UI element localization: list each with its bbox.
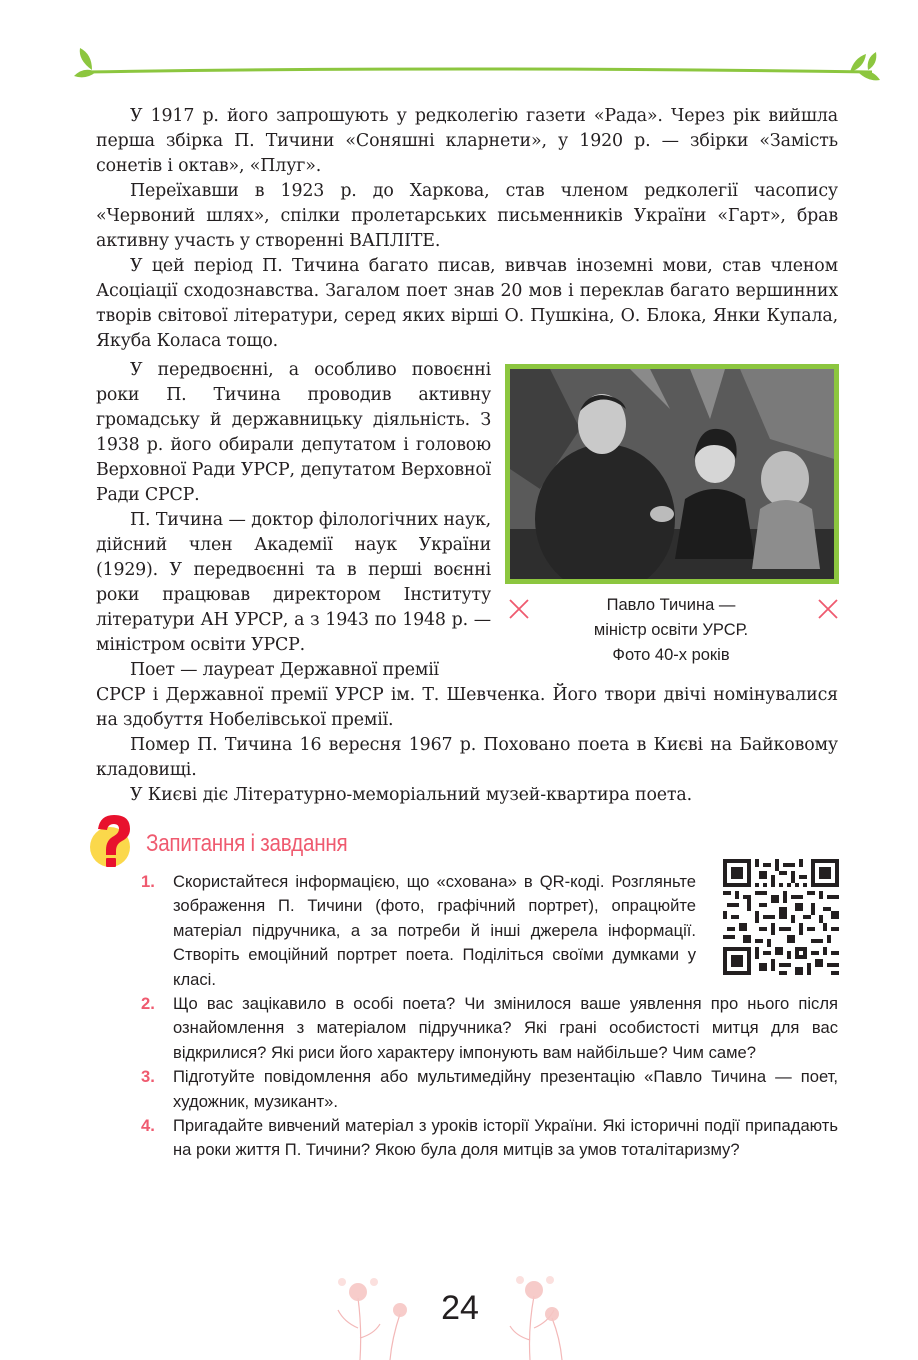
main-text-bottom bbox=[96, 683, 838, 808]
list-item bbox=[141, 1065, 838, 1114]
paragraph: Помер П. Тичина 16 вересня 1967 р. Поховано поета в Києві на Байковому кладовищі. bbox=[96, 735, 838, 780]
task-number: 2. bbox=[141, 994, 155, 1014]
main-text-top bbox=[96, 104, 838, 354]
task-text: Що вас зацікавило в особі поета? Чи змінилося ваше уявлення про нього після ознайомлення з матеріалом підручника? Які грані особистості митця для вас відкрилися? Які риси його характеру імпонують вам найбільше? Чим саме? bbox=[173, 994, 838, 1062]
task-text: Скористайтеся інформацією, що «схована» в QR-коді. Розгляньте зображення П. Тичини (фото, графічний портрет), опрацюйте матеріал підручника, а за потреби й інші джерела інформації. Створіть емоційний портрет поета. Поділіться своїми думками у класі. bbox=[173, 872, 696, 989]
cross-mark-icon bbox=[817, 598, 839, 620]
questions-title: Запитання і завдання bbox=[146, 830, 348, 857]
list-item bbox=[141, 992, 838, 1065]
paragraph: СРСР і Державної премії УРСР ім. Т. Шевченка. Його твори двічі номінувалися на здобуття Нобелівської премії. bbox=[96, 685, 838, 730]
photo-caption bbox=[540, 593, 802, 668]
vine-decoration-icon bbox=[0, 0, 918, 110]
list-item bbox=[141, 1114, 838, 1163]
task-text: Пригадайте вивчений матеріал з уроків історії України. Які історичні події припадають на роки життя П. Тичини? Якою була доля митців за умов тоталітаризму? bbox=[173, 1116, 838, 1160]
question-mark-icon bbox=[88, 813, 136, 869]
task-number: 3. bbox=[141, 1067, 155, 1087]
paragraph: П. Тичина — доктор філологічних наук, дійсний член Академії наук України (1929). У передвоєнні та в перші воєнні роки працював директором Інституту літератури АН УРСР, а з 1943 по 1948 р. — міністром освіти УРСР. bbox=[96, 510, 491, 655]
cross-mark-icon bbox=[508, 598, 530, 620]
paragraph: У Києві діє Літературно-меморіальний музей-квартира поета. bbox=[130, 785, 692, 805]
caption-line: Павло Тичина — bbox=[606, 596, 736, 614]
paragraph: Поет — лауреат Державної премії bbox=[130, 660, 439, 680]
task-list bbox=[141, 870, 838, 1163]
photo-frame bbox=[505, 364, 839, 584]
paragraph: У передвоєнні, а особливо повоєнні роки П. Тичина проводив активну громадську й державницьку діяльність. З 1938 р. його обирали депутатом і головою Верховної Ради УРСР, депутатом Верховної Ради СРСР. bbox=[96, 360, 491, 505]
list-item bbox=[141, 870, 696, 992]
caption-line: Фото 40-х років bbox=[612, 646, 730, 664]
page-number: 24 bbox=[441, 1289, 479, 1327]
task-text: Підготуйте повідомлення або мультимедійну презентацію «Павло Тичина — поет, художник, музикант». bbox=[173, 1067, 838, 1111]
photo-tychyna-with-children bbox=[510, 369, 834, 579]
paragraph: Переїхавши в 1923 р. до Харкова, став членом редколегії часопису «Червоний шлях», спілки пролетарських письменників України «Гарт», брав активну участь у створенні ВАПЛІТЕ. bbox=[96, 181, 838, 251]
task-number: 4. bbox=[141, 1116, 155, 1136]
paragraph: У 1917 р. його запрошують у редколегію газети «Рада». Через рік вийшла перша збірка П. Тичини «Соняшні кларнети», у 1920 р. — збірки «Замість сонетів і октав», «Плуг». bbox=[96, 106, 838, 176]
paragraph: У цей період П. Тичина багато писав, вивчав іноземні мови, став членом Асоціації сходознавства. Загалом поет знав 20 мов і переклав багато вершинних творів світової літератури, серед яких вірші О. Пушкіна, О. Блока, Янки Купала, Якуба Коласа тощо. bbox=[96, 256, 838, 351]
caption-line: міністр освіти УРСР. bbox=[593, 621, 749, 639]
task-number: 1. bbox=[141, 872, 155, 891]
main-text-column bbox=[96, 358, 491, 683]
